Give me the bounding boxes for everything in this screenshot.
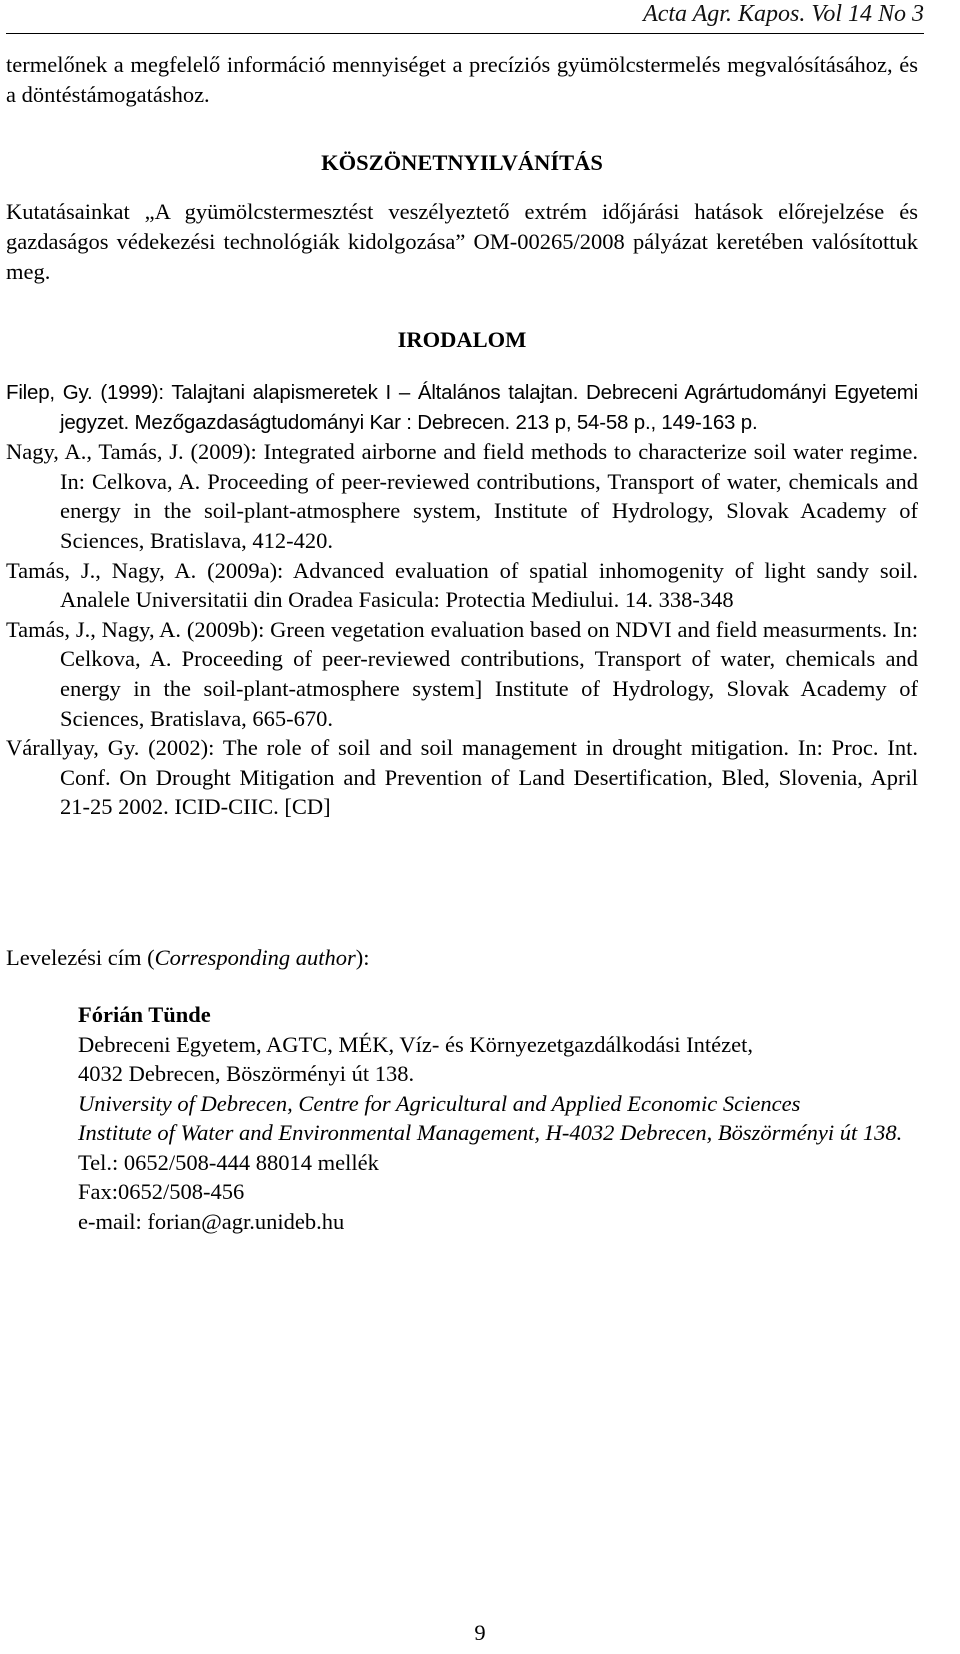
intro-paragraph: termelőnek a megfelelő információ mennyiséget a precíziós gyümölcstermelés megvalósításához, és a döntéstámogatáshoz.: [6, 52, 918, 107]
correspondence-block: [78, 1000, 918, 1236]
affiliation-en-line-2: Institute of Water and Environmental Management, H-4032 Debrecen, Böszörményi út 138.: [78, 1120, 903, 1145]
acknowledgement-heading: KÖSZÖNETNYILVÁNÍTÁS: [321, 150, 603, 175]
reference-item: Tamás, J., Nagy, A. (2009a): Advanced evaluation of spatial inhomogenity of light sandy soil. Analele Universitatii din Oradea Fasicula: Protectia Mediului. 14. 338-348: [6, 557, 918, 613]
page-number: 9: [474, 1620, 486, 1645]
affiliation-hu: Debreceni Egyetem, AGTC, MÉK, Víz- és Környezetgazdálkodási Intézet,: [78, 1031, 753, 1057]
email: e-mail: forian@agr.unideb.hu: [78, 1208, 345, 1234]
author-name: Fórián Tünde: [78, 1002, 211, 1027]
reference-item: Várallyay, Gy. (2002): The role of soil and soil management in drought mitigation. In: Proc. Int. Conf. On Drought Mitigation and Prevention of Land Desertification, Bled, Slovenia, April 21-25 2002. ICID-CIIC. [CD]: [6, 735, 918, 820]
reference-item: Tamás, J., Nagy, A. (2009b): Green vegetation evaluation based on NDVI and field measurments. In: Celkova, A. Proceeding of peer-reviewed contributions, Transport of water, chemicals and energy in the soil-plant-atmosphere system] Institute of Hydrology, Slovak Academy of Sciences, Bratislava, 665-670.: [6, 616, 918, 731]
reference-item: Nagy, A., Tamás, J. (2009): Integrated airborne and field methods to characterize soil water regime. In: Celkova, A. Proceeding of peer-reviewed contributions, Transport of water, chemicals and energy in the soil-plant-atmosphere system, Institute of Hydrology, Slovak Academy of Sciences, Bratislava, 412-420.: [6, 439, 918, 553]
header-rule: [6, 33, 924, 34]
acknowledgement-text: Kutatásainkat „A gyümölcstermesztést veszélyeztető extrém időjárási hatások előrejelzése és gazdaságos védekezési technológiák kidolgozása” OM-00265/2008 pályázat keretében valósítottuk meg.: [6, 199, 918, 284]
correspondence-label-italic: Corresponding author: [154, 945, 356, 970]
correspondence-label-prefix: Levelezési cím (: [6, 945, 155, 970]
running-header: Acta Agr. Kapos. Vol 14 No 3: [643, 1, 924, 27]
reference-list: [6, 378, 918, 822]
literature-heading: IRODALOM: [397, 327, 527, 352]
correspondence-label: [6, 943, 369, 973]
fax: Fax:0652/508-456: [78, 1179, 245, 1204]
telephone: Tel.: 0652/508-444 88014 mellék: [78, 1149, 379, 1175]
affiliation-en-line-1: University of Debrecen, Centre for Agricultural and Applied Economic Sciences: [78, 1090, 801, 1116]
reference-item: Filep, Gy. (1999): Talajtani alapismeretek I – Általános talajtan. Debreceni Agrártudományi Egyetemi jegyzet. Mezőgazdaságtudományi Kar : Debrecen. 213 p, 54-58 p., 149-163 p.: [6, 381, 918, 434]
correspondence-label-suffix: ):: [355, 945, 370, 970]
address-hu: 4032 Debrecen, Böszörményi út 138.: [78, 1061, 415, 1086]
